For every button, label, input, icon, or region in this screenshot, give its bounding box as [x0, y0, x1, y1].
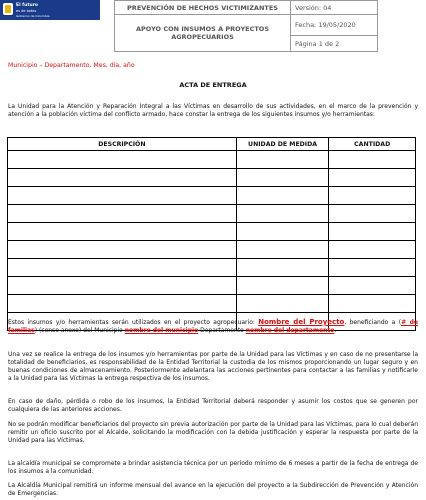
header-document-title — [115, 15, 291, 52]
table-row — [8, 241, 416, 259]
coat-of-arms-icon — [3, 3, 13, 15]
document-header — [0, 0, 426, 52]
column-header-unit: UNIDAD DE MEDIDA — [236, 138, 329, 151]
beneficiaries-paragraph: No se podrán modificar beneficiarios del proyecto sin previa autorización por parte de la Unidad para las Víctimas, para lo cual deberán remitir un oficio suscrito por el Alcalde, solicitando la modificación con la debida justificación y esperar la respuesta por parte de la Unidad para las Víctimas. — [8, 421, 418, 444]
table-row — [8, 277, 416, 295]
header-page-number: Página 1 de 2 — [291, 36, 378, 52]
monthly-report-paragraph: La Alcaldía Municipal remitirá un informe mensual del avance en la ejecución del proyecto a la Subdirección de Prevención y Atención de Emergencias. — [8, 482, 418, 497]
column-header-quantity: CANTIDAD — [329, 138, 416, 151]
description-cell[interactable] — [8, 277, 237, 295]
usage-text-4: Departamento — [198, 327, 246, 334]
table-row — [8, 223, 416, 241]
description-cell[interactable] — [8, 223, 237, 241]
unit-cell[interactable] — [236, 223, 329, 241]
quantity-cell[interactable] — [329, 187, 416, 205]
header-title-line-1: APOYO CON INSUMOS A PROYECTOS — [135, 25, 270, 33]
table-row — [8, 295, 416, 313]
table-row — [8, 169, 416, 187]
quantity-cell[interactable] — [329, 169, 416, 187]
description-cell[interactable] — [8, 205, 237, 223]
usage-text-2: , beneficiando a ( — [344, 319, 402, 326]
intro-paragraph: La Unidad para la Atención y Reparación Integral a las Víctimas en desarrollo de sus actividades, en el marco de la prevención y atención a la población víctima del conflicto armado, hace constar la entrega de los siguientes insumos y/o herramientas: — [8, 103, 418, 118]
location-date-line: Municipio – Departamento, Mes, día, año — [8, 62, 135, 69]
logo-line-1: El futuro — [16, 3, 39, 8]
unit-cell[interactable] — [236, 169, 329, 187]
custody-paragraph: Una vez se realice la entrega de los insumos y/o herramientas por parte de la Unidad para las Víctimas y en caso de no presentarse la totalidad de beneficiarios, es responsabilidad de la Entidad Territorial la custodia de los mismos proporcionando un lugar seguro y en buenas condiciones de almacenamiento. Posteriormente adelantara las acciones pertinentes para contactar a las familias y notificarle a la Unidad para las Víctimas la entrega respectiva de los insumos. — [8, 351, 418, 382]
families-count-field[interactable]: # de familias — [8, 319, 418, 334]
header-process-title: PREVENCIÓN DE HECHOS VICTIMIZANTES — [115, 1, 291, 15]
usage-text-1: Estos insumos y/o herramientas serán utilizados en el proyecto agropecuario: — [8, 319, 259, 326]
project-name-field[interactable]: Nombre del Proyecto — [258, 318, 345, 326]
logo-line-3: Gobierno de Colombia — [16, 14, 50, 18]
usage-text-3: ) (censo anexo) del Municipio — [34, 327, 125, 334]
table-row — [8, 187, 416, 205]
unit-cell[interactable] — [236, 295, 329, 313]
quantity-cell[interactable] — [329, 259, 416, 277]
document-title: ACTA DE ENTREGA — [179, 81, 247, 89]
table-row — [8, 151, 416, 169]
quantity-cell[interactable] — [329, 295, 416, 313]
items-table — [7, 137, 416, 331]
usage-text-5: . — [334, 327, 337, 334]
header-info-table — [114, 0, 378, 52]
quantity-cell[interactable] — [329, 151, 416, 169]
description-cell[interactable] — [8, 151, 237, 169]
usage-paragraph — [8, 318, 418, 335]
table-row — [8, 205, 416, 223]
quantity-cell[interactable] — [329, 277, 416, 295]
unit-cell[interactable] — [236, 151, 329, 169]
quantity-cell[interactable] — [329, 241, 416, 259]
description-cell[interactable] — [8, 259, 237, 277]
unit-cell[interactable] — [236, 259, 329, 277]
quantity-cell[interactable] — [329, 205, 416, 223]
unit-cell[interactable] — [236, 187, 329, 205]
municipality-name-field[interactable]: nombre del municipio — [124, 327, 199, 334]
department-name-field[interactable]: nombre del departamento — [245, 327, 335, 334]
table-row — [8, 259, 416, 277]
damage-paragraph: En caso de daño, pérdida o robo de los insumos, la Entidad Territorial deberá responder y asumir los costos que se generen por cualquiera de las anteriores acciones. — [8, 398, 418, 413]
description-cell[interactable] — [8, 187, 237, 205]
unit-cell[interactable] — [236, 277, 329, 295]
column-header-description: DESCRIPCIÓN — [8, 138, 237, 151]
logo-line-2: es de todos — [16, 9, 37, 13]
description-cell[interactable] — [8, 295, 237, 313]
government-logo — [0, 0, 100, 20]
header-title-line-2: AGROPECUARIOS — [171, 33, 234, 41]
description-cell[interactable] — [8, 169, 237, 187]
description-cell[interactable] — [8, 241, 237, 259]
quantity-cell[interactable] — [329, 223, 416, 241]
technical-assistance-paragraph: La alcaldía municipal se compromete a brindar asistencia técnica por un período mínimo de 6 meses a partir de la fecha de entrega de los insumos a la comunidad. — [8, 460, 418, 475]
unit-cell[interactable] — [236, 205, 329, 223]
header-version: Versión: 04 — [291, 1, 378, 15]
unit-cell[interactable] — [236, 241, 329, 259]
header-date: Fecha: 19/05/2020 — [291, 15, 378, 36]
